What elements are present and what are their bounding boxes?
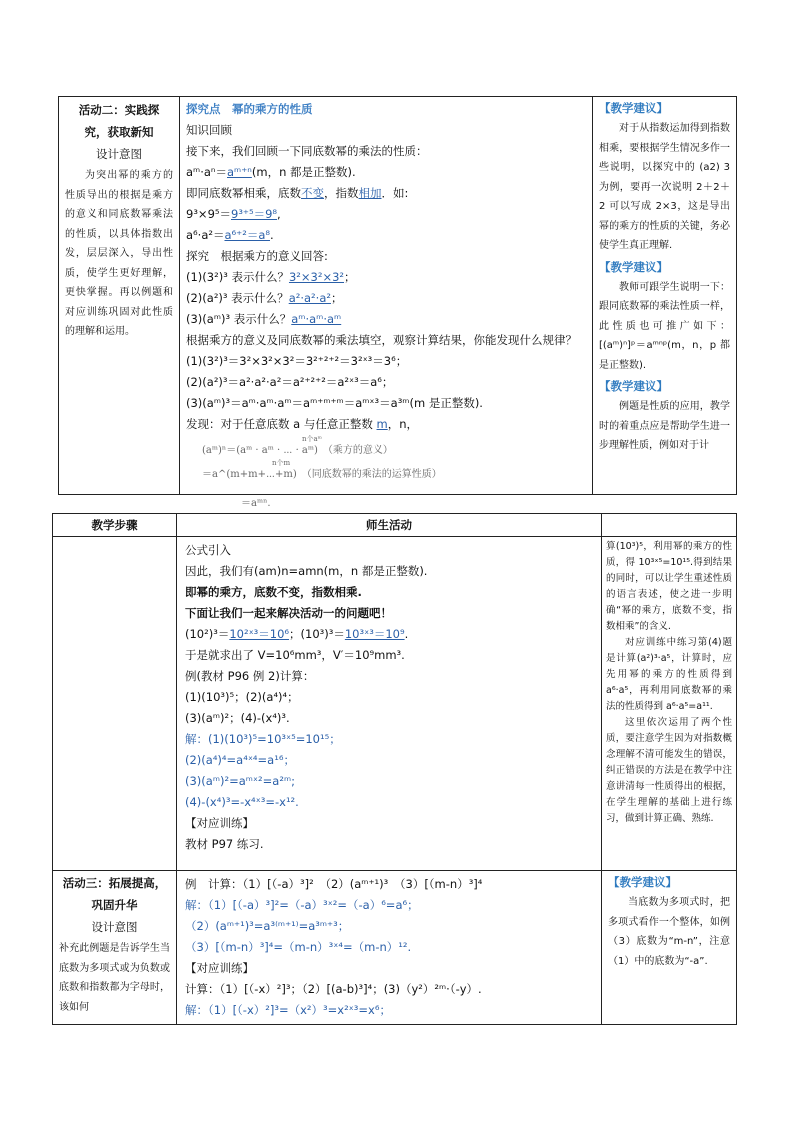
right-column [593, 97, 737, 495]
blank: a²·a²·a² [288, 291, 331, 305]
design-intent-label: 设计意图 [96, 147, 142, 161]
line-formula: 因此，我们有(am)n=amn(m，n 都是正整数). [185, 564, 428, 578]
middle-column [180, 97, 593, 509]
design-intent-text: 为突出幂的乘方的性质导出的根据是乘方的意义和同底数幂乘法的性质，以具体指数出发，层层深入，导出性质，使学生更好理解，更快掌握。再以例题和对应训练巩固对此性质的理解和运用。 [65, 170, 173, 337]
line-example-9 [186, 204, 586, 225]
blank: 不变 [301, 186, 324, 200]
teaching-tip-3: 【教学建议】 [599, 379, 668, 393]
practice-solution: 解：（1）[（-x）²]³=（x²）³=x²ˣ³=x⁶； [185, 1003, 391, 1017]
blank: 10²ˣ³＝10⁶ [229, 627, 290, 641]
blank: 相加 [358, 186, 382, 200]
line-q2 [186, 288, 586, 309]
line-example-2: (3)(aᵐ)²；(4)-(x⁴)³. [185, 711, 290, 725]
activity-title-line2: 究，获取新知 [84, 125, 154, 139]
text: (10²)³＝ [185, 627, 230, 641]
example-line: 例 计算：（1）[（-a）³]² （2）(aᵐ⁺¹)³ （3）[（m-n）³]⁴ [185, 877, 483, 891]
text: (3)(aᵐ)³ 表示什么？ [186, 312, 292, 326]
formula3: ＝aᵐⁿ. [241, 498, 271, 509]
text: , [277, 207, 281, 221]
solution-line-2: （2）(aᵐ⁺¹)³=a³⁽ᵐ⁺¹⁾=a³ᵐ⁺³； [185, 919, 350, 933]
teaching-tip-3-text: 例题是性质的应用，教学时的着重点应是帮助学生进一步理解性质，例如对于计 [599, 401, 730, 451]
text: (3)(aᵐ)³＝aᵐ·aᵐ·aᵐ＝aᵐ⁺ᵐ⁺ᵐ＝aᵐˣ³＝a³ᵐ [186, 396, 410, 410]
teaching-tip-4-text: 当底数为多项式时，把多项式看作一个整体，如例（3）底数为“m-n”，注意（1）中的底数为“-a”. [608, 897, 730, 967]
formula2-note: （同底数幂的乘法的运算性质） [306, 469, 442, 480]
activity-three-intent: 设计意图 [91, 920, 138, 934]
formula1: (aᵐ)ⁿ＝(aᵐ · aᵐ · ⋯ · aᵐ) [202, 445, 318, 456]
activity-three-tips [602, 871, 737, 1025]
text: (2)(a²)³ 表示什么？ [186, 291, 289, 305]
line-solution-4: (4)-(x⁴)³=-x⁴ˣ³=-x¹². [185, 795, 299, 809]
line-volume-result: 于是就求出了 V=10⁶mm³，V′＝10⁹mm³. [185, 648, 405, 662]
note-2: 对应训练中练习第(4)题是计算(a²)³·a⁵，计算时，应先用幂的乘方的性质得到 a⁶·a⁵，再利用同底数幂的乘法的性质得到 a⁶·a⁵=a¹¹. [606, 637, 732, 712]
line-textbook: 教材 P97 练习. [185, 837, 264, 851]
text: (1)(3²)³ 表示什么？ [186, 270, 289, 284]
solution-line-1: 解：（1）[（-a）³]²=（-a）³ˣ²=（-a）⁶=a⁶； [185, 898, 419, 912]
right-notes [602, 537, 737, 871]
practice-label: 【对应训练】 [185, 961, 254, 975]
activity-three-title-2: 巩固升华 [91, 898, 138, 912]
line-review: 知识回顾 [186, 123, 232, 137]
formula2: ＝a^(m+m+⋯+m) [202, 469, 297, 480]
line-solve-prompt: 下面让我们一起来解决活动一的问题吧！ [185, 606, 392, 620]
line-solution-1: 解：(1)(10³)⁵=10³ˣ⁵=10¹⁵； [185, 732, 341, 746]
blank: 10³ˣ³＝10⁹ [344, 627, 405, 641]
line-q1 [186, 267, 586, 288]
line-formula-words: 即幂的乘方，底数不变，指数相乘. [185, 585, 362, 599]
line-calc2: (2)(a²)³＝a²·a²·a²＝a²⁺²⁺²＝a²ˣ³＝a⁶； [186, 375, 394, 389]
formula-section [177, 537, 602, 871]
header-activities: 师生活动 [177, 514, 602, 537]
text: (m，n 都是正整数). [251, 165, 356, 179]
text: 9³×9⁵＝ [186, 207, 231, 221]
line-solution-2: (2)(a⁴)⁴=a⁴ˣ⁴=a¹⁶； [185, 753, 295, 767]
activity-three-cell [53, 871, 177, 1025]
text: ，指数 [324, 186, 359, 200]
practice-line: 计算：（1）[（-x）²]³；（2）[(a-b)³]⁴；(3)（y²）²ᵐ·（-y）. [185, 982, 482, 996]
line-calc3 [186, 393, 586, 414]
note-1: 算(10³)⁵，利用幂的乘方的性质，得 10³ˣ⁵=10¹⁵.得到结果的同时，可以让学生重述性质的语言表述，使之进一步明确“幂的乘方，底数不变，指数相乘”的含义. [606, 541, 732, 632]
line-calc1: (1)(3²)³＝3²×3²×3²＝3²⁺²⁺²＝3²ˣ³＝3⁶； [186, 354, 408, 368]
text: a⁶·a²＝ [186, 228, 225, 242]
header-empty [602, 514, 737, 537]
line-solution-3: (3)(aᵐ)²=aᵐˣ²=a²ᵐ; [185, 774, 295, 788]
formula1-note: （乘方的意义） [327, 445, 393, 456]
activity-three-intent-text: 补充此例题是告诉学生当底数为多项式或为负数或底数和指数都为字母时，该如何 [59, 943, 170, 1013]
text: ；(10³)³＝ [289, 627, 345, 641]
line-formula-intro: 公式引入 [185, 543, 231, 557]
line-rule [186, 162, 586, 183]
formula-derivation [186, 435, 586, 509]
line-rule-words [186, 183, 586, 204]
text: . [269, 228, 274, 242]
line-q3 [186, 309, 586, 330]
blank: m [376, 417, 388, 431]
text: (m 是正整数). [409, 396, 483, 410]
activity-three-title-1: 活动三：拓展提高， [62, 876, 167, 890]
text: 即同底数幂相乘，底数 [186, 186, 301, 200]
line-example: 例(教材 P96 例 2)计算： [185, 669, 315, 683]
text: ，n， [387, 417, 419, 431]
line-example-a [186, 225, 586, 246]
activity-title-line1: 活动二：实践探 [78, 103, 160, 117]
table-teaching-steps [52, 513, 737, 1025]
blank: aᵐ⁺ⁿ [227, 165, 252, 179]
line-practice: 【对应训练】 [185, 816, 254, 830]
text: 发现：对于任意底数 a 与任意正整数 [186, 417, 373, 431]
section-heading: 探究点 幂的乘方的性质 [186, 102, 313, 116]
solution-line-3: （3）[（m-n）³]⁴=（m-n）³ˣ⁴=（m-n）¹². [185, 940, 412, 954]
formula2-brace-label: n个m [272, 459, 291, 467]
blank: aᵐ·aᵐ·aᵐ [291, 312, 342, 326]
text: ．如: [381, 186, 409, 200]
text: aᵐ·aⁿ＝ [186, 165, 227, 179]
line-example-1: (1)(10³)⁵；(2)(a⁴)⁴； [185, 690, 299, 704]
step-cell-empty [53, 537, 177, 871]
line-intro: 接下来，我们回顾一下同底数幂的乘法的性质： [186, 144, 428, 158]
left-column [59, 97, 180, 495]
line-fill-in: 根据乘方的意义及同底数幂的乘法填空，观察计算结果，你能发现什么规律？ [186, 333, 577, 347]
line-volume-calc [185, 624, 593, 645]
teaching-tip-1-text: 对于从指数运加得到指数相乘，要根据学生情况多作一些说明，以探究中的 (a2) 3 为例，要再一次说明 2＋2＋2 可以写成 2×3，这是导出幂的乘方的性质的关键，务必使学生真正理解. [599, 123, 730, 251]
text: ； [330, 291, 343, 305]
teaching-tip-1: 【教学建议】 [599, 101, 668, 115]
text: . [404, 627, 409, 641]
line-explore: 探究 根据乘方的意义回答: [186, 249, 328, 263]
teaching-tip-4: 【教学建议】 [608, 875, 677, 889]
text: ； [344, 270, 356, 284]
blank: a⁶⁺²＝a⁸ [224, 228, 270, 242]
table-activity-two [58, 96, 737, 509]
activity-three-content [177, 871, 602, 1025]
teaching-tip-2: 【教学建议】 [599, 259, 668, 274]
header-teaching-steps: 教学步骤 [53, 514, 177, 537]
note-3: 这里依次运用了两个性质，要注意学生因为对指数概念理解不清可能发生的错误，纠正错误的方法是在教学中注意讲清每一性质得出的根据，在学生理解的基础上进行练习，做到计算正确、熟练. [606, 717, 732, 824]
line-discovery [186, 414, 586, 435]
formula1-brace-label: n个aᵐ [302, 435, 322, 443]
blank: 3²×3²×3² [288, 270, 345, 284]
blank: 9³⁺⁵＝9⁸ [231, 207, 278, 221]
teaching-tip-2-text: 教师可跟学生说明一下：跟同底数幂的乘法性质一样，此性质也可推广如下：[(aᵐ)ⁿ]ᵖ＝aᵐⁿᵖ(m，n，p 都是正整数). [599, 281, 730, 371]
